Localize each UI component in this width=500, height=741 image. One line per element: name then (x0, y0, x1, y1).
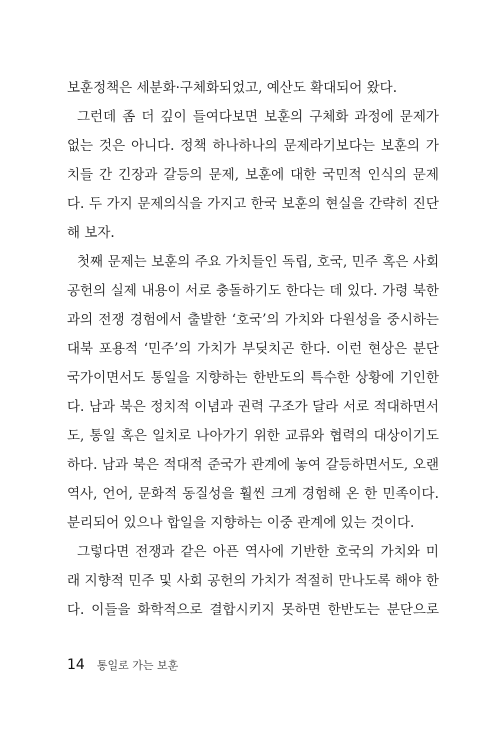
page-footer (67, 657, 178, 673)
text-line: 다. 두 가지 문제의식을 가지고 한국 보훈의 현실을 간략히 진단 (67, 196, 439, 212)
body-text (67, 74, 439, 625)
text-line: 첫째 문제는 보훈의 주요 가치들인 독립, 호국, 민주 혹은 사회 (77, 254, 439, 270)
text-line: 역사, 언어, 문화적 동질성을 훨씬 크게 경험해 온 한 민족이다. (67, 486, 439, 502)
text-line: 국가이면서도 통일을 지향하는 한반도의 특수한 상황에 기인한 (67, 370, 439, 386)
text-line: 해 보자. (67, 225, 115, 241)
text-line: 다. 남과 북은 정치적 이념과 권력 구조가 달라 서로 적대하면서 (67, 399, 439, 415)
text-line: 공헌의 실제 내용이 서로 충돌하기도 한다는 데 있다. 가령 북한 (67, 283, 439, 299)
text-line: 그렇다면 전쟁과 같은 아픈 역사에 기반한 호국의 가치와 미 (77, 544, 439, 560)
text-line: 보훈정책은 세분화·구체화되었고, 예산도 확대되어 왔다. (67, 80, 397, 96)
text-line: 도, 통일 혹은 일치로 나아가기 위한 교류와 협력의 대상이기도 (67, 428, 439, 444)
running-title: 통일로 가는 보훈 (96, 659, 179, 672)
text-line: 분리되어 있으나 합일을 지향하는 이중 관계에 있는 것이다. (67, 515, 415, 531)
text-line: 대북 포용적 ‘민주’의 가치가 부딪치곤 한다. 이런 현상은 분단 (67, 341, 439, 357)
text-line: 과의 전쟁 경험에서 출발한 ‘호국’의 가치와 다원성을 중시하는 (67, 312, 439, 328)
text-line: 래 지향적 민주 및 사회 공헌의 가치가 적절히 만나도록 해야 한 (67, 573, 439, 589)
text-line: 치들 간 긴장과 갈등의 문제, 보훈에 대한 국민적 인식의 문제 (67, 167, 439, 183)
text-line: 없는 것은 아니다. 정책 하나하나의 문제라기보다는 보훈의 가 (67, 138, 439, 154)
text-line: 다. 이들을 화학적으로 결합시키지 못하면 한반도는 분단으로 (67, 602, 439, 618)
text-line: 하다. 남과 북은 적대적 준국가 관계에 놓여 갈등하면서도, 오랜 (67, 457, 439, 473)
text-line: 그런데 좀 더 깊이 들여다보면 보훈의 구체화 과정에 문제가 (77, 109, 439, 125)
page-number: 14 (67, 657, 85, 673)
